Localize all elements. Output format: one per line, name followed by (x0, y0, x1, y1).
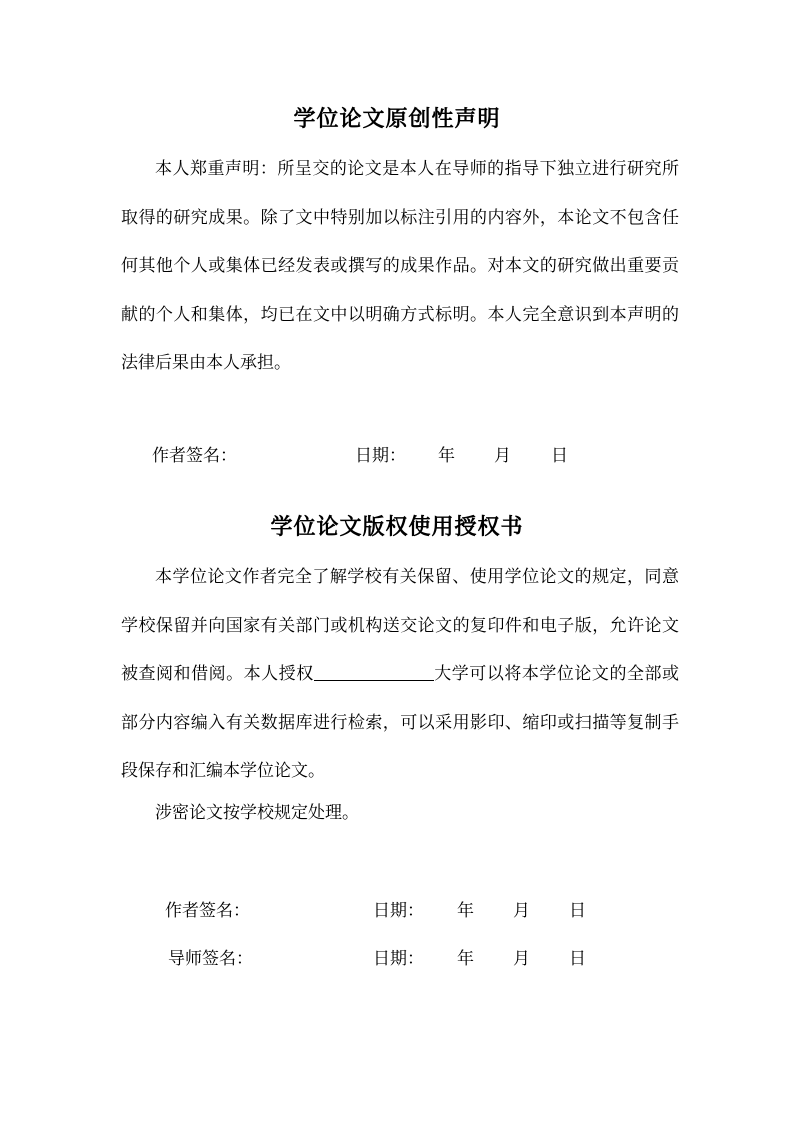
day-label: 日 (569, 901, 586, 921)
year-label: 年 (457, 901, 474, 921)
secret-thesis-note: 涉密论文按学校规定处理。 (155, 803, 359, 823)
authorization-body (121, 553, 679, 796)
year-label: 年 (457, 949, 474, 969)
day-label: 日 (551, 446, 568, 466)
date-label: 日期： (373, 901, 424, 921)
year-label: 年 (438, 446, 455, 466)
date-label: 日期： (355, 446, 406, 466)
day-label: 日 (569, 949, 586, 969)
supervisor-signature-row (0, 944, 794, 974)
authorization-body-after: 大学可以将本学位论文的全部或部分内容编入有关数据库进行检索，可以采用影印、缩印或扫描等复制手段保存和汇编本学位论文。 (121, 664, 680, 781)
supervisor-signature-label: 导师签名： (168, 949, 253, 969)
author-signature-row (0, 896, 794, 926)
author-signature-label: 作者签名： (165, 901, 250, 921)
authorization-title: 学位论文版权使用授权书 (270, 514, 524, 540)
declaration-signature-row (0, 441, 794, 471)
author-signature-label: 作者签名： (152, 446, 237, 466)
month-label: 月 (513, 901, 530, 921)
date-label: 日期： (373, 949, 424, 969)
month-label: 月 (513, 949, 530, 969)
declaration-body: 本人郑重声明：所呈交的论文是本人在导师的指导下独立进行研究所取得的研究成果。除了文中特别加以标注引用的内容外，本论文不包含任何其他个人或集体已经发表或撰写的成果作品。对本文的研究做出重要贡献的个人和集体，均已在文中以明确方式标明。本人完全意识到本声明的法律后果由本人承担。 (121, 159, 679, 373)
authorization-body-before: 本学位论文作者完全了解学校有关保留、使用学位论文的规定，同意学校保留并向国家有关部门或机构送交论文的复印件和电子版，允许论文被查阅和借阅。本人授权 (121, 567, 679, 684)
university-blank-field[interactable] (314, 662, 434, 681)
declaration-title: 学位论文原创性声明 (293, 106, 501, 132)
month-label: 月 (494, 446, 511, 466)
